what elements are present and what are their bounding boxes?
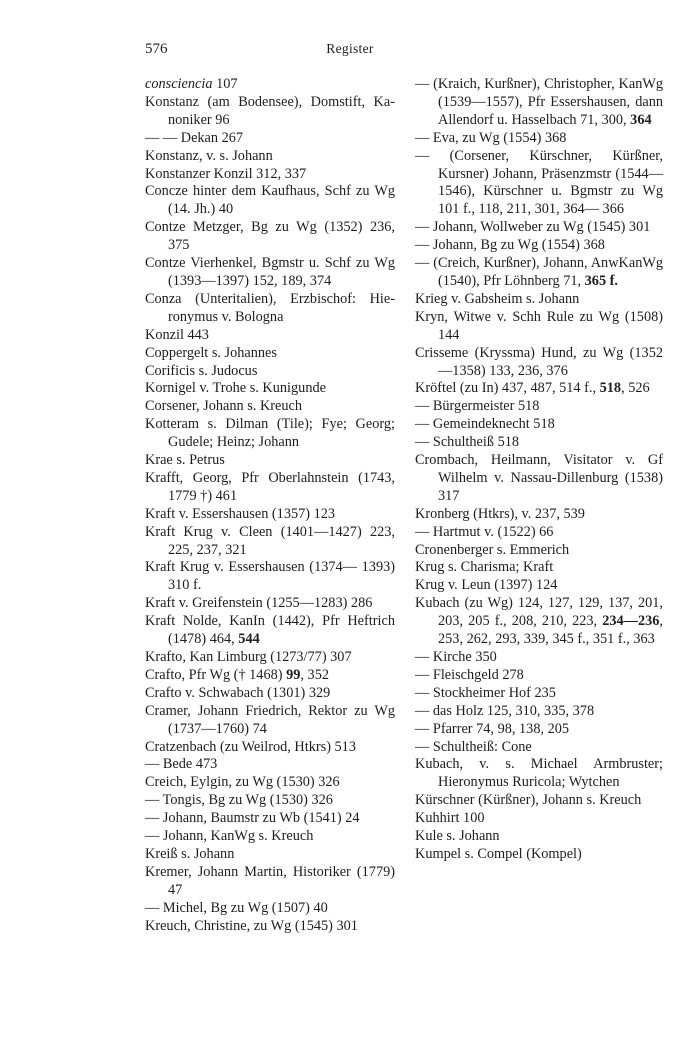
index-entry xyxy=(145,864,395,900)
index-entry xyxy=(415,291,663,309)
entry-text: Kuhhirt 100 xyxy=(415,810,485,827)
index-entry xyxy=(145,506,395,524)
entry-text: Konstanzer Konzil 312, 337 xyxy=(145,165,307,182)
entry-text: Kreuch, Christine, zu Wg (1545) 301 xyxy=(145,917,358,934)
index-entry xyxy=(145,559,395,595)
bold-page-reference: 518 xyxy=(599,380,622,397)
entry-text: Krae s. Petrus xyxy=(145,452,225,469)
entry-text: Crafto v. Schwabach (1301) 329 xyxy=(145,684,331,701)
entry-text: Kraft Krug v. Essershausen (1374— 1393) 310 f. xyxy=(145,559,395,594)
index-entry xyxy=(145,667,395,685)
entry-text: — Johann, Wollweber zu Wg (1545) 301 xyxy=(415,219,651,236)
index-entry xyxy=(415,595,663,649)
index-entry xyxy=(415,398,663,416)
entry-text: Krug s. Charisma; Kraft xyxy=(415,559,554,576)
entry-text: Kubach, v. s. Michael Armbruster; Hieronymus Ruricola; Wytchen xyxy=(415,756,663,791)
entry-text: — Gemeindeknecht 518 xyxy=(415,416,555,433)
index-entry xyxy=(145,398,395,416)
entry-text: Kraft v. Greifenstein (1255—1283) 286 xyxy=(145,595,373,612)
index-entry xyxy=(415,649,663,667)
index-entry xyxy=(145,756,395,774)
index-entry xyxy=(145,685,395,703)
entry-text: Kürschner (Kürßner), Johann s. Kreuch xyxy=(415,792,642,809)
entry-text: , 526 xyxy=(621,380,650,397)
entry-text: — (Kraich, Kurßner), Christopher, KanWg (1539—1557), Pfr Essershausen, dann Allendorf u. Hasselbach 71, 300, xyxy=(415,76,663,128)
index-entry xyxy=(415,524,663,542)
index-entry xyxy=(415,667,663,685)
entry-text: — Hartmut v. (1522) 66 xyxy=(415,523,554,540)
entry-text: — das Holz 125, 310, 335, 378 xyxy=(415,702,595,719)
page-number: 576 xyxy=(145,41,168,57)
entry-text: — Johann, Baumstr zu Wb (1541) 24 xyxy=(145,810,360,827)
index-entry xyxy=(145,846,395,864)
entry-text: — Fleischgeld 278 xyxy=(415,666,524,683)
entry-text: — Schultheiß: Cone xyxy=(415,738,532,755)
entry-text: Crafto, Pfr Wg († 1468) xyxy=(145,666,287,683)
entry-text: — (Creich, Kurßner), Johann, AnwKanWg (1540), Pfr Löhnberg 71, xyxy=(415,255,663,289)
index-entry xyxy=(145,774,395,792)
entry-text: — (Corsener, Kürschner, Kürßner, Kursner) Johann, Präsenzmstr (1544—1546), Kürschner u. Bgmstr zu Wg 101 f., 118, 211, 301, 364— 366 xyxy=(415,147,663,218)
entry-text: Corificis s. Judocus xyxy=(145,362,258,379)
index-entry xyxy=(415,577,663,595)
index-entry xyxy=(145,703,395,739)
entry-text: Kotteram s. Dilman (Tile); Fye; Georg; Gudele; Heinz; Johann xyxy=(145,416,395,451)
running-title: Register xyxy=(326,41,374,56)
index-entry xyxy=(415,130,663,148)
entry-text: Krafto, Kan Limburg (1273/77) 307 xyxy=(145,649,352,665)
bold-page-reference: 544 xyxy=(238,631,260,648)
entry-text: — Kirche 350 xyxy=(415,649,497,665)
index-entry xyxy=(415,685,663,703)
entry-text: — Johann, KanWg s. Kreuch xyxy=(145,828,314,845)
entry-text: — Bürgermeister 518 xyxy=(415,398,540,415)
index-entry xyxy=(415,846,663,864)
entry-text: Konzil 443 xyxy=(145,326,209,343)
entry-text: Kreiß s. Johann xyxy=(145,845,235,862)
index-entry xyxy=(415,434,663,452)
entry-text: Contze Metzger, Bg zu Wg (1352) 236, 375 xyxy=(145,219,395,254)
index-entry xyxy=(145,327,395,345)
index-entry xyxy=(145,183,395,219)
index-entry xyxy=(415,148,663,220)
index-entry xyxy=(415,380,663,398)
bold-page-reference: 364 xyxy=(630,111,652,128)
entry-text: — Eva, zu Wg (1554) 368 xyxy=(415,129,567,146)
bold-page-reference: 99 xyxy=(286,666,301,683)
entry-text: — Johann, Bg zu Wg (1554) 368 xyxy=(415,237,605,254)
entry-text: Conza (Unteritalien), Erzbischof: Hieronymus v. Bologna xyxy=(145,290,395,325)
entry-text: — Pfarrer 74, 98, 138, 205 xyxy=(415,720,570,737)
entry-text: Crombach, Heilmann, Visitator v. Gf Wilhelm v. Nassau-Dillenburg (1538) 317 xyxy=(415,452,663,504)
entry-text: Krug v. Leun (1397) 124 xyxy=(415,577,558,594)
index-entry xyxy=(415,416,663,434)
index-entry xyxy=(145,291,395,327)
entry-text: Kröftel (zu In) 437, 487, 514 f., xyxy=(415,380,600,397)
index-entry xyxy=(145,649,395,667)
index-entry xyxy=(145,130,395,148)
index-entry xyxy=(145,595,395,613)
index-entry xyxy=(415,559,663,577)
entry-text: Corsener, Johann s. Kreuch xyxy=(145,398,303,415)
index-entry xyxy=(415,792,663,810)
index-entry xyxy=(145,148,395,166)
entry-text: Concze hinter dem Kaufhaus, Schf zu Wg (14. Jh.) 40 xyxy=(145,183,395,218)
entry-text: Krafft, Georg, Pfr Oberlahnstein (1743, 1779 †) 461 xyxy=(145,469,395,504)
entry-text: Kubach (zu Wg) 124, 127, 129, 137, 201, 203, 205 f., 208, 210, 223, xyxy=(415,595,663,630)
index-entry xyxy=(145,255,395,291)
index-entry xyxy=(415,703,663,721)
index-entry xyxy=(145,345,395,363)
entry-text: — Bede 473 xyxy=(145,756,218,773)
index-entry xyxy=(415,255,663,291)
index-entry xyxy=(415,756,663,792)
entry-text: Konstanz, v. s. Johann xyxy=(145,147,273,164)
italic-term: conscienci xyxy=(145,76,206,92)
index-entry xyxy=(415,219,663,237)
index-entry xyxy=(145,470,395,506)
entry-text: Crisseme (Kryssma) Hund, zu Wg (1352—1358) 133, 236, 376 xyxy=(415,344,663,379)
entry-text: Kraft v. Essershausen (1357) 123 xyxy=(145,505,336,522)
entry-text: Cratzenbach (zu Weilrod, Htkrs) 513 xyxy=(145,738,356,755)
index-entry xyxy=(145,828,395,846)
bold-page-reference: 365 f. xyxy=(584,272,619,289)
page-header xyxy=(145,41,555,61)
entry-text: — Schultheiß 518 xyxy=(415,434,520,451)
entry-text: Kryn, Witwe v. Schh Rule zu Wg (1508) 144 xyxy=(415,308,663,343)
index-column-left xyxy=(145,76,395,936)
entry-text: — Stockheimer Hof 235 xyxy=(415,684,556,701)
entry-text: , 253, 262, 293, 339, 345 f., 351 f., 363 xyxy=(438,613,663,648)
index-entry xyxy=(415,506,663,524)
index-entry xyxy=(415,76,663,130)
entry-text: Kraft Krug v. Cleen (1401—1427) 223, 225, 237, 321 xyxy=(145,523,395,558)
index-entry xyxy=(415,721,663,739)
index-entry xyxy=(415,237,663,255)
entry-text: Kornigel v. Trohe s. Kunigunde xyxy=(145,380,326,397)
index-entry xyxy=(145,900,395,918)
index-entry xyxy=(145,524,395,560)
entry-text: , 352 xyxy=(300,666,329,683)
entry-text: Kraft Nolde, KanIn (1442), Pfr Heftrich (1478) 464, xyxy=(145,613,395,648)
index-entry xyxy=(145,918,395,936)
entry-text: Kule s. Johann xyxy=(415,828,500,845)
index-entry xyxy=(415,828,663,846)
index-entry xyxy=(145,416,395,452)
index-entry xyxy=(415,345,663,381)
index-entry xyxy=(415,309,663,345)
index-entry xyxy=(145,452,395,470)
index-entry xyxy=(145,792,395,810)
entry-text: Krieg v. Gabsheim s. Johann xyxy=(415,290,580,307)
entry-text: Kremer, Johann Martin, Historiker (1779) 47 xyxy=(145,863,395,898)
index-entry xyxy=(145,363,395,381)
index-entry xyxy=(415,810,663,828)
entry-text: Cramer, Johann Friedrich, Rektor zu Wg (1737—1760) 74 xyxy=(145,702,395,737)
entry-text: — Tongis, Bg zu Wg (1530) 326 xyxy=(145,792,333,809)
italic-term: a xyxy=(205,76,213,92)
entry-text: Kronberg (Htkrs), v. 237, 539 xyxy=(415,505,585,522)
bold-page-reference: 234—236 xyxy=(602,613,660,630)
entry-text: Cronenberger s. Emmerich xyxy=(415,541,570,558)
entry-text: Konstanz (am Bodensee), Domstift, Kanoniker 96 xyxy=(145,93,395,128)
index-entry xyxy=(145,613,395,649)
index-entry xyxy=(145,219,395,255)
index-entry xyxy=(415,739,663,757)
entry-text: Coppergelt s. Johannes xyxy=(145,344,277,361)
entry-text: Kumpel s. Compel (Kompel) xyxy=(415,845,582,862)
index-entry xyxy=(145,166,395,184)
index-entry xyxy=(145,76,395,94)
index-column-right xyxy=(415,76,663,864)
index-entry xyxy=(145,94,395,130)
index-entry xyxy=(145,810,395,828)
entry-text: Creich, Eylgin, zu Wg (1530) 326 xyxy=(145,774,340,791)
index-entry xyxy=(415,452,663,506)
index-entry xyxy=(145,739,395,757)
entry-text: — Michel, Bg zu Wg (1507) 40 xyxy=(145,899,328,916)
entry-text: 107 xyxy=(212,76,238,92)
entry-text: — — Dekan 267 xyxy=(145,129,244,146)
entry-text: Contze Vierhenkel, Bgmstr u. Schf zu Wg (1393—1397) 152, 189, 374 xyxy=(145,255,395,289)
index-entry xyxy=(145,380,395,398)
index-entry xyxy=(415,542,663,560)
